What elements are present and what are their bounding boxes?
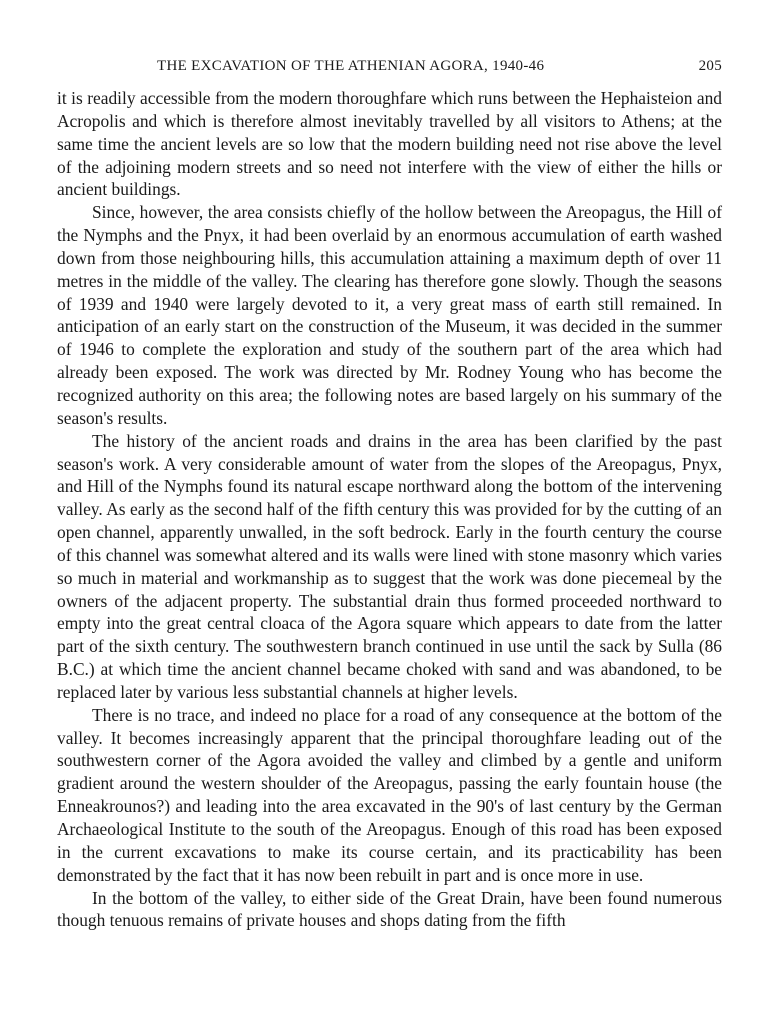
running-header	[57, 58, 722, 80]
running-title: THE EXCAVATION OF THE ATHENIAN AGORA, 1940-46	[157, 58, 545, 74]
paragraph-1: it is readily accessible from the modern thoroughfare which runs between the Hephaisteion and Acropolis and which is therefore almost inevitably travelled by all visitors to Athens; at the same time the ancient levels are so low that the modern building need not rise above the level of the adjoining modern streets and so need not interfere with the view of either the hills or ancient buildings.	[57, 88, 722, 200]
body-text	[57, 87, 722, 932]
paragraph-3: The history of the ancient roads and drains in the area has been clarified by the past season's work. A very considerable amount of water from the slopes of the Areopagus, Pnyx, and Hill of the Nymphs found its natural escape northward along the bottom of the intervening valley. As early as the second half of the fifth century this was provided for by the cutting of an open channel, apparently unwalled, in the soft bedrock. Early in the fourth century the course of this channel was somewhat altered and its walls were lined with stone masonry which varies so much in material and workmanship as to suggest that the work was done piecemeal by the owners of the adjacent property. The substantial drain thus formed proceeded northward to empty into the great central cloaca of the Agora square which appears to date from the latter part of the sixth century. The southwestern branch continued in use until the sack by Sulla (86 B.C.) at which time the ancient channel became choked with sand and was abandoned, to be replaced later by various less substantial channels at higher levels.	[57, 430, 722, 702]
paragraph-4: There is no trace, and indeed no place for a road of any consequence at the bottom of the valley. It becomes increasingly apparent that the principal thoroughfare leading out of the southwestern corner of the Agora avoided the valley and climbed by a gentle and uniform gradient around the western shoulder of the Areopagus, passing the early fountain house (the Enneakrounos?) and leading into the area excavated in the 90's of last century by the German Archaeological Institute to the south of the Areopagus. Enough of this road has been exposed in the current excavations to make its course certain, and its practicability has been demonstrated by the fact that it has now been rebuilt in part and is once more in use.	[57, 704, 722, 885]
paragraph-2: Since, however, the area consists chiefly of the hollow between the Areopagus, the Hill of the Nymphs and the Pnyx, it had been overlaid by an enormous accumulation of earth washed down from those neighbouring hills, this accumulation attaining a maximum depth of over 11 metres in the middle of the valley. The clearing has therefore gone slowly. Though the seasons of 1939 and 1940 were largely devoted to it, a very great mass of earth still remained. In anticipation of an early start on the construction of the Museum, it was decided in the summer of 1946 to complete the exploration and study of the southern part of the area which had already been exposed. The work was directed by Mr. Rodney Young who has become the recognized authority on this area; the following notes are based largely on his summary of the season's results.	[57, 202, 722, 428]
document-page	[57, 58, 722, 932]
page-number: 205	[698, 58, 722, 74]
paragraph-5: In the bottom of the valley, to either side of the Great Drain, have been found numerous though tenuous remains of private houses and shops dating from the fifth	[57, 887, 722, 931]
